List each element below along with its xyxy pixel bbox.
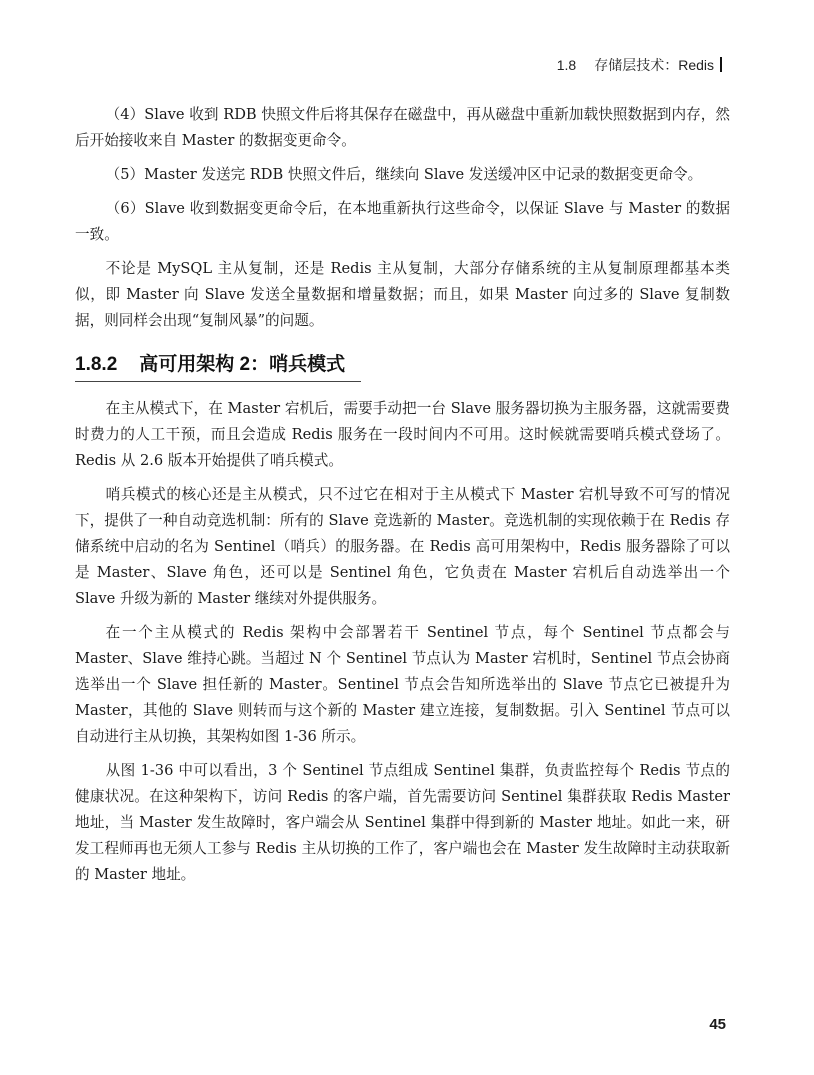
section-heading — [75, 352, 361, 382]
body-text — [75, 102, 730, 896]
paragraph: 在一个主从模式的 Redis 架构中会部署若干 Sentinel 节点，每个 Sentinel 节点都会与 Master、Slave 维持心跳。当超过 N 个 Sentinel 节点认为 Master 宕机时，Sentinel 节点会协商选举出一个 Slave 担任新的 Master。Sentinel 节点会告知所选举出的 Slave 节点它已被提升为 Master，其他的 Slave 则转而与这个新的 Master 建立连接，复制数据。引入 Sentinel 节点可以自动进行主从切换，其架构如图 1-36 所示。 — [75, 624, 730, 745]
header-section-number: 1.8 — [556, 57, 577, 73]
page-number: 45 — [709, 1016, 726, 1033]
section-title: 高可用架构 2：哨兵模式 — [139, 354, 346, 375]
paragraph: 不论是 MySQL 主从复制，还是 Redis 主从复制，大部分存储系统的主从复制原理都基本类似，即 Master 向 Slave 发送全量数据和增量数据；而且，如果 Master 向过多的 Slave 复制数据，则同样会出现“复制风暴”的问题。 — [75, 260, 730, 329]
paragraph: （4）Slave 收到 RDB 快照文件后将其保存在磁盘中，再从磁盘中重新加载快照数据到内存，然后开始接收来自 Master 的数据变更命令。 — [75, 106, 730, 149]
paragraph: （5）Master 发送完 RDB 快照文件后，继续向 Slave 发送缓冲区中记录的数据变更命令。 — [105, 166, 703, 183]
paragraph: 在主从模式下，在 Master 宕机后，需要手动把一台 Slave 服务器切换为主服务器，这就需要费时费力的人工干预，而且会造成 Redis 服务在一段时间内不可用。这时候就需要哨兵模式登场了。Redis 从 2.6 版本开始提供了哨兵模式。 — [75, 400, 730, 469]
header-title: 存储层技术：Redis — [594, 57, 714, 73]
paragraph: （6）Slave 收到数据变更命令后，在本地重新执行这些命令，以保证 Slave 与 Master 的数据一致。 — [75, 200, 730, 243]
header-bar — [720, 57, 722, 72]
running-header — [557, 55, 722, 75]
section-number: 1.8.2 — [75, 354, 118, 375]
paragraph: 哨兵模式的核心还是主从模式，只不过它在相对于主从模式下 Master 宕机导致不可写的情况下，提供了一种自动竞选机制：所有的 Slave 竞选新的 Master。竞选机制的实现依赖于在 Redis 存储系统中启动的名为 Sentinel（哨兵）的服务器。在 Redis 高可用架构中，Redis 服务器除了可以是 Master、Slave 角色，还可以是 Sentinel 角色，它负责在 Master 宕机后自动选举出一个 Slave 升级为新的 Master 继续对外提供服务。 — [75, 486, 730, 607]
paragraph: 从图 1-36 中可以看出，3 个 Sentinel 节点组成 Sentinel 集群，负责监控每个 Redis 节点的健康状况。在这种架构下，访问 Redis 的客户端，首先需要访问 Sentinel 集群获取 Redis Master 地址，当 Master 发生故障时，客户端会从 Sentinel 集群中得到新的 Master 地址。如此一来，研发工程师再也无须人工参与 Redis 主从切换的工作了，客户端也会在 Master 发生故障时主动获取新的 Master 地址。 — [75, 762, 730, 883]
